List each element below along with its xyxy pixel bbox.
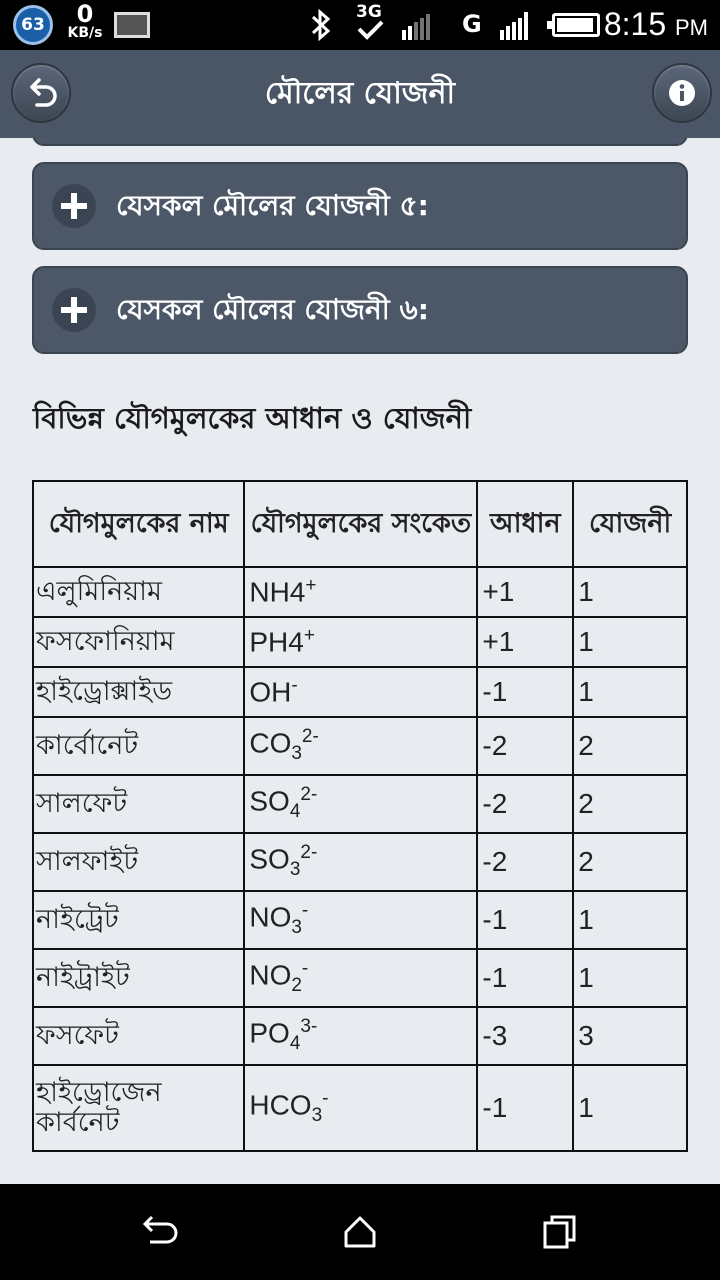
cell-charge: -1 [477, 891, 573, 949]
cell-charge: -2 [477, 775, 573, 833]
section-heading: বিভিন্ন যৌগমুলকের আধান ও যোজনী [33, 401, 472, 435]
cell-valency: 1 [573, 891, 687, 949]
nav-home-button[interactable] [340, 1212, 380, 1252]
accordion-valency-5[interactable] [32, 162, 688, 250]
nav-recents-icon [540, 1212, 580, 1252]
info-button[interactable] [652, 63, 712, 123]
cell-name: ফসফোনিয়াম [33, 617, 244, 667]
formula-subscript: 4 [289, 801, 301, 823]
formula-base: HCO [249, 1089, 312, 1121]
app-header [0, 50, 720, 138]
nav-back-button[interactable] [140, 1212, 180, 1252]
formula-subscript: 3 [289, 859, 301, 881]
radical-table [32, 480, 688, 1152]
table-row [33, 1007, 687, 1065]
signal-icon-1 [402, 14, 430, 40]
header-charge: আধান [477, 481, 573, 567]
formula-base: NO [249, 901, 292, 933]
cell-valency: 1 [573, 1065, 687, 1151]
table-header-row [33, 481, 687, 567]
cell-charge: -1 [477, 667, 573, 717]
back-arrow-icon [13, 65, 69, 121]
header-formula: যৌগমুলকের সংকেত [244, 481, 477, 567]
formula-subscript: 2 [291, 975, 302, 997]
cell-formula [244, 1065, 477, 1151]
clock-ampm: PM [675, 15, 708, 40]
formula-superscript: 2- [300, 842, 318, 864]
cell-valency: 1 [573, 567, 687, 617]
formula-superscript: 2- [300, 784, 318, 806]
image-notification-icon [114, 12, 150, 38]
formula-superscript: 3- [300, 1016, 318, 1038]
formula-base: SO [249, 785, 290, 817]
accordion-valency-6[interactable] [32, 266, 688, 354]
cell-charge: -3 [477, 1007, 573, 1065]
cell-formula [244, 833, 477, 891]
formula-superscript: 2- [301, 726, 319, 748]
cell-charge: +1 [477, 567, 573, 617]
table-row [33, 775, 687, 833]
cell-formula [244, 891, 477, 949]
header-name: যৌগমুলকের নাম [33, 481, 244, 567]
cell-charge: +1 [477, 617, 573, 667]
navigation-bar [0, 1184, 720, 1280]
network-speed-value: 0 [76, 0, 94, 28]
cell-valency: 3 [573, 1007, 687, 1065]
bluetooth-icon [310, 8, 332, 46]
cell-valency: 2 [573, 717, 687, 775]
cell-name: সালফেট [33, 775, 244, 833]
nav-home-icon [340, 1212, 380, 1252]
accordion-label: যেসকল মৌলের যোজনী ৫: [116, 189, 429, 222]
formula-subscript: 3 [291, 917, 302, 939]
cell-name: ফসফেট [33, 1007, 244, 1065]
table-row [33, 567, 687, 617]
header-valency: যোজনী [573, 481, 687, 567]
back-button[interactable] [11, 63, 71, 123]
cell-formula [244, 1007, 477, 1065]
cell-charge: -1 [477, 949, 573, 1007]
formula-subscript: 4 [289, 1033, 301, 1055]
signal-icon-2 [500, 12, 528, 40]
cell-formula [244, 717, 477, 775]
formula-base: SO [249, 843, 290, 875]
cell-formula [244, 667, 477, 717]
page-title: মৌলের যোজনী [264, 76, 456, 111]
table-row [33, 717, 687, 775]
nav-back-icon [140, 1212, 180, 1252]
status-bar [0, 0, 720, 50]
notification-count-badge: 63 [13, 5, 53, 45]
cell-formula [244, 949, 477, 1007]
formula-base: PO [249, 1017, 290, 1049]
cell-formula [244, 775, 477, 833]
table-row [33, 667, 687, 717]
formula-base: OH [249, 676, 292, 708]
table-row [33, 1065, 687, 1151]
content-area[interactable] [0, 138, 720, 1184]
nav-recents-button[interactable] [540, 1212, 580, 1252]
formula-subscript: 3 [311, 1105, 323, 1127]
cell-charge: -2 [477, 833, 573, 891]
formula-subscript: 3 [291, 743, 302, 765]
accordion-label: যেসকল মৌলের যোজনী ৬: [116, 293, 429, 326]
cell-name: হাইড্রোজেন কার্বনেট [33, 1065, 244, 1151]
cell-name: এলুমিনিয়াম [33, 567, 244, 617]
clock [604, 6, 708, 43]
formula-base: NO [249, 959, 292, 991]
table-row [33, 891, 687, 949]
cell-name: সালফাইট [33, 833, 244, 891]
cell-charge: -2 [477, 717, 573, 775]
info-icon [654, 65, 710, 121]
formula-base: PH4 [249, 626, 304, 658]
network-3g-icon [356, 2, 386, 40]
formula-superscript: - [291, 674, 298, 696]
accordion-panel-partial[interactable] [32, 138, 688, 146]
cell-valency: 1 [573, 949, 687, 1007]
cell-formula [244, 567, 477, 617]
cell-name: কার্বোনেট [33, 717, 244, 775]
network-g-label: G [462, 10, 482, 38]
network-speed [62, 2, 108, 40]
cell-valency: 1 [573, 667, 687, 717]
cell-valency: 1 [573, 617, 687, 667]
battery-icon [552, 13, 600, 37]
plus-icon [52, 288, 96, 332]
formula-superscript: + [303, 624, 315, 646]
cell-charge: -1 [477, 1065, 573, 1151]
table-row [33, 617, 687, 667]
cell-formula [244, 617, 477, 667]
table-body [33, 567, 687, 1151]
formula-superscript: + [305, 574, 317, 596]
network-speed-unit: KB/s [67, 25, 103, 41]
formula-superscript: - [322, 1088, 329, 1110]
cell-valency: 2 [573, 775, 687, 833]
cell-name: হাইড্রোক্সাইড [33, 667, 244, 717]
table-row [33, 949, 687, 1007]
table-row [33, 833, 687, 891]
network-3g-label: 3G [356, 2, 382, 22]
plus-icon [52, 184, 96, 228]
formula-base: NH4 [249, 576, 306, 608]
formula-base: CO [249, 727, 292, 759]
cell-valency: 2 [573, 833, 687, 891]
cell-name: নাইট্রাইট [33, 949, 244, 1007]
clock-time: 8:15 [603, 6, 667, 42]
formula-superscript: - [301, 900, 309, 922]
cell-name: নাইট্রেট [33, 891, 244, 949]
formula-superscript: - [301, 958, 309, 980]
